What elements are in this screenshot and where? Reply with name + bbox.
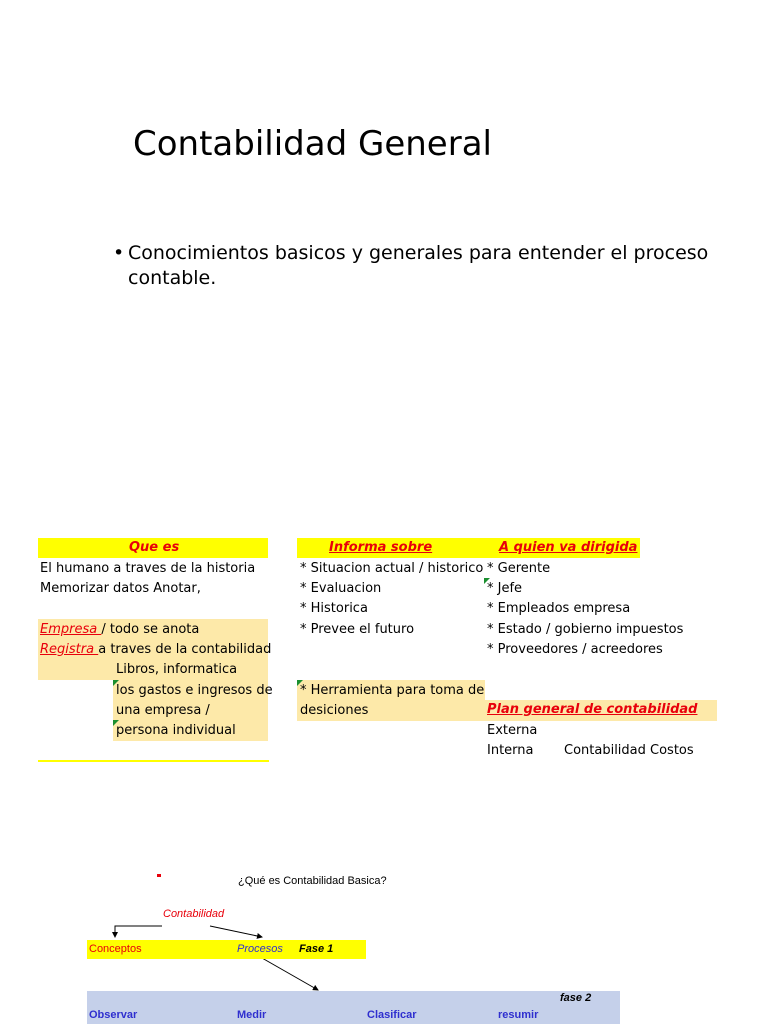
registra-rest: a traves de la contabilidad (98, 642, 272, 657)
diagram-step-resumir: resumir (498, 1009, 539, 1021)
slide-title: Contabilidad General (133, 124, 492, 164)
col1-persona: persona individual (116, 723, 236, 738)
col3-costos: Contabilidad Costos (564, 743, 694, 758)
bullet-text: Conocimientos basicos y generales para entender el proceso contable. (128, 242, 709, 289)
col2-tool1: * Herramienta para toma de (300, 683, 485, 698)
col3-item-2: * Empleados empresa (487, 601, 631, 616)
col1-gastos2: una empresa / (116, 703, 210, 718)
col2-item-2: * Historica (300, 601, 368, 616)
arrow-to-conceptos (115, 926, 162, 937)
diagram-step-observar: Observar (89, 1009, 138, 1021)
col3-externa: Externa (487, 723, 538, 738)
diagram-fase2: fase 2 (560, 992, 592, 1004)
header-que-es: Que es (129, 540, 180, 555)
col1-line1: El humano a traves de la historia (40, 561, 256, 576)
col1-gastos1: los gastos e ingresos de (116, 683, 273, 698)
col3-item-1: * Jefe (487, 581, 523, 596)
col1-libros: Libros, informatica (116, 662, 238, 677)
col3-item-0: * Gerente (487, 561, 551, 576)
bullet-dot-icon: • (113, 242, 125, 264)
col2-item-3: * Prevee el futuro (300, 622, 415, 637)
col2-tool2: desiciones (300, 703, 369, 718)
diagram-procesos: Procesos (237, 943, 283, 955)
diagram-root: Contabilidad (163, 908, 225, 920)
diagram-step-clasificar: Clasificar (367, 1009, 417, 1021)
empresa-rest: / todo se anota (101, 622, 200, 637)
empresa-label: Empresa (40, 622, 102, 637)
diagram-fase1: Fase 1 (299, 943, 334, 955)
col1-line2: Memorizar datos Anotar, (40, 581, 201, 596)
col2-item-0: * Situacion actual / historico (300, 561, 484, 576)
col3-interna: Interna (487, 743, 534, 758)
diagram-step-medir: Medir (237, 1009, 267, 1021)
col2-item-1: * Evaluacion (300, 581, 382, 596)
arrow-to-phase2 (262, 958, 318, 990)
col3-item-4: * Proveedores / acreedores (487, 642, 663, 657)
header-a-quien: A quien va dirigida (499, 540, 638, 555)
arrow-to-procesos (210, 926, 262, 937)
header-informa-sobre: Informa sobre (329, 540, 433, 555)
col3-item-3: * Estado / gobierno impuestos (487, 622, 684, 637)
col3-plan: Plan general de contabilidad (487, 702, 698, 717)
registra-label: Registra (40, 642, 99, 657)
phase2-band (87, 991, 620, 1024)
diagram-question: ¿Qué es Contabilidad Basica? (238, 875, 387, 887)
diagram-conceptos: Conceptos (89, 943, 142, 955)
